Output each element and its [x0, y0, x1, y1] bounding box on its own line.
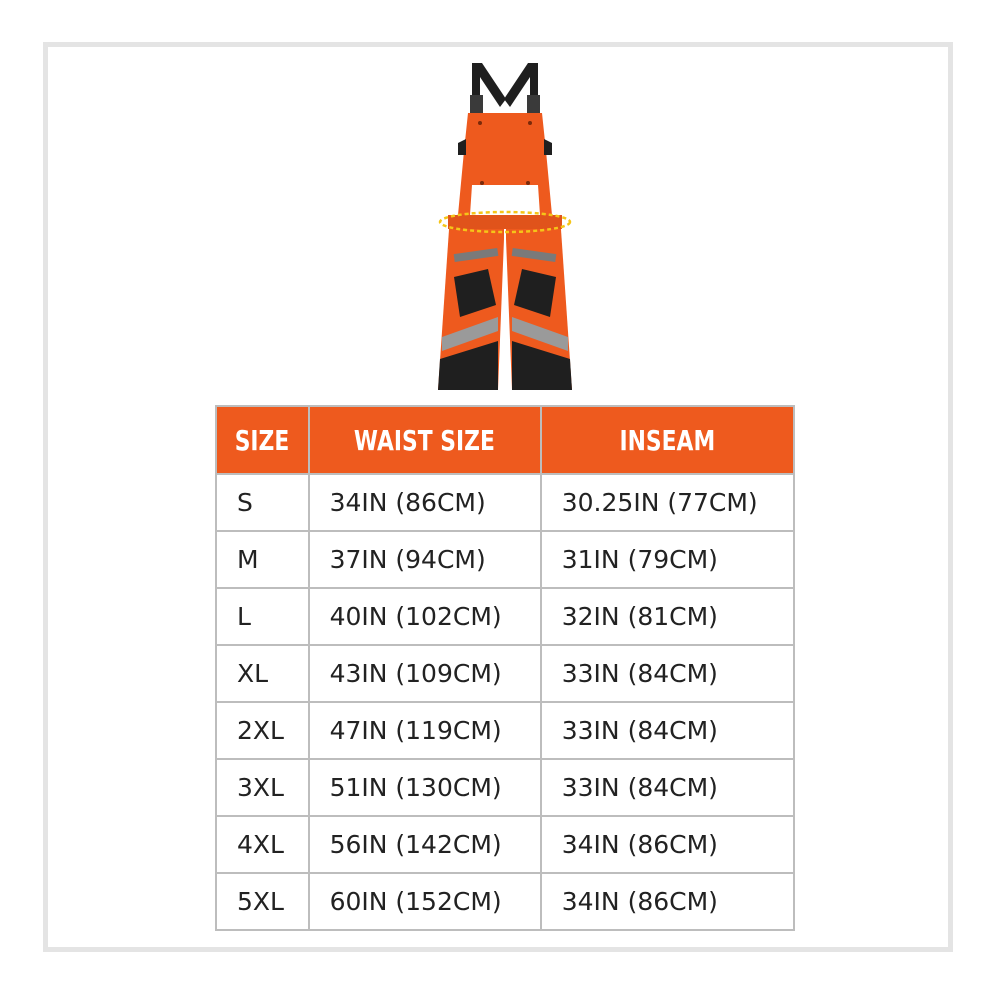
bib-overalls-icon — [420, 55, 590, 395]
table-row — [216, 873, 794, 930]
cell-size: 4XL — [216, 816, 309, 873]
cell-size: S — [216, 474, 309, 531]
cell-size: L — [216, 588, 309, 645]
cell-size: 3XL — [216, 759, 309, 816]
table-row — [216, 531, 794, 588]
cell-inseam: 31IN (79CM) — [541, 531, 794, 588]
cell-waist: 34IN (86CM) — [309, 474, 541, 531]
cell-size: XL — [216, 645, 309, 702]
cell-size: 5XL — [216, 873, 309, 930]
cell-inseam: 33IN (84CM) — [541, 645, 794, 702]
header-waist-size: WAIST SIZE — [309, 406, 541, 474]
cell-waist: 60IN (152CM) — [309, 873, 541, 930]
table-row — [216, 588, 794, 645]
header-size: SIZE — [216, 406, 309, 474]
header-inseam: INSEAM — [541, 406, 794, 474]
table-row — [216, 645, 794, 702]
table-row — [216, 816, 794, 873]
cell-inseam: 34IN (86CM) — [541, 873, 794, 930]
table-row — [216, 759, 794, 816]
cell-inseam: 34IN (86CM) — [541, 816, 794, 873]
cell-inseam: 33IN (84CM) — [541, 759, 794, 816]
cell-size: M — [216, 531, 309, 588]
bib-body — [458, 113, 552, 215]
cell-inseam: 32IN (81CM) — [541, 588, 794, 645]
cell-waist: 51IN (130CM) — [309, 759, 541, 816]
size-chart-table — [215, 405, 795, 931]
cell-inseam: 33IN (84CM) — [541, 702, 794, 759]
cell-inseam: 30.25IN (77CM) — [541, 474, 794, 531]
table-row — [216, 474, 794, 531]
cell-waist: 47IN (119CM) — [309, 702, 541, 759]
table-row — [216, 702, 794, 759]
table-header-row — [216, 406, 794, 474]
cell-waist: 37IN (94CM) — [309, 531, 541, 588]
cell-waist: 40IN (102CM) — [309, 588, 541, 645]
cell-size: 2XL — [216, 702, 309, 759]
cell-waist: 43IN (109CM) — [309, 645, 541, 702]
cell-waist: 56IN (142CM) — [309, 816, 541, 873]
